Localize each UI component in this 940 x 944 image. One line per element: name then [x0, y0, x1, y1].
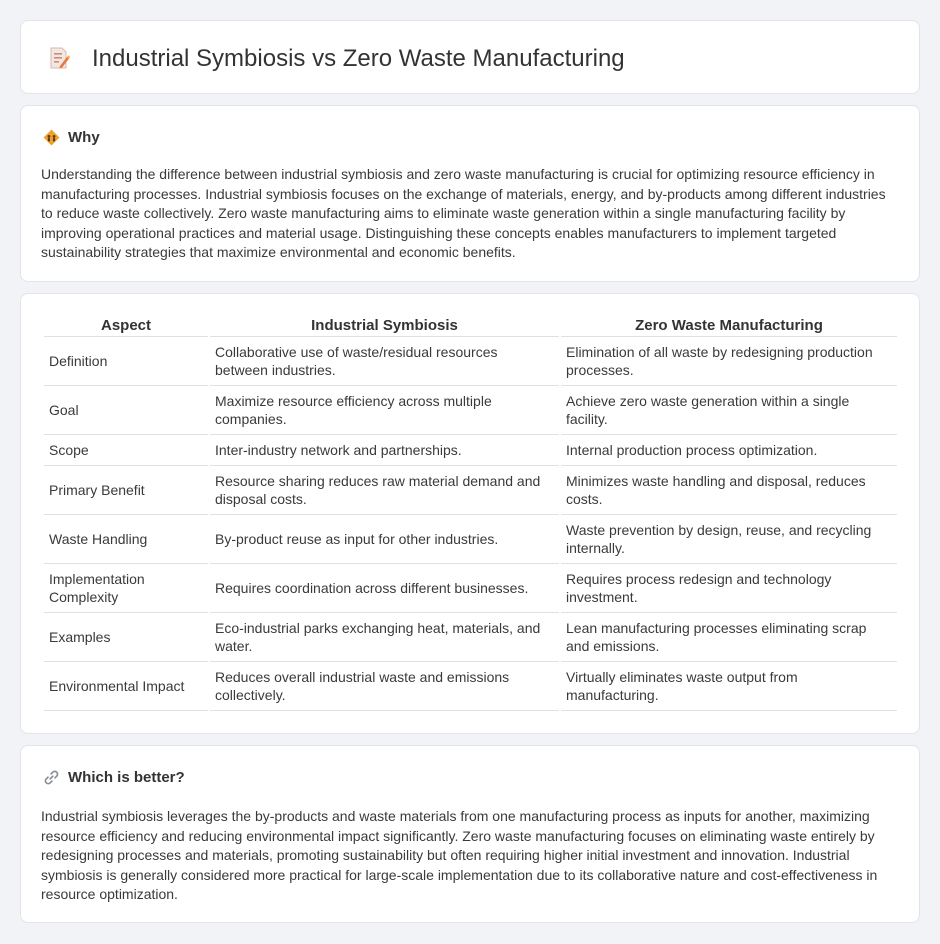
table-cell-aspect: Implementation Complexity — [44, 564, 208, 613]
table-cell-aspect: Scope — [44, 435, 208, 466]
table-header-row — [44, 315, 897, 337]
table-cell-aspect: Definition — [44, 337, 208, 386]
table-cell-zero-waste: Internal production process optimization. — [561, 435, 897, 466]
table-cell-symbiosis: Requires coordination across different businesses. — [210, 564, 559, 613]
table-row — [44, 515, 897, 564]
table-cell-symbiosis: Inter-industry network and partnerships. — [210, 435, 559, 466]
link-icon — [43, 769, 60, 786]
table-cell-aspect: Examples — [44, 613, 208, 662]
diamond-signs-icon — [43, 129, 60, 146]
column-header-aspect: Aspect — [44, 315, 208, 337]
table-cell-zero-waste: Elimination of all waste by redesigning production processes. — [561, 337, 897, 386]
document-edit-icon — [47, 46, 71, 70]
table-row — [44, 662, 897, 711]
table-row — [44, 435, 897, 466]
comparison-table-card — [20, 293, 920, 734]
why-text: Understanding the difference between industrial symbiosis and zero waste manufacturing is crucial for optimizing resource efficiency in manufacturing processes. Industrial symbiosis focuses on the exchange of materials, energy, and by-products among different industries to reduce waste collectively. Zero waste manufacturing aims to eliminate waste generation within a single manufacturing facility by improving operational practices and material usage. Distinguishing these concepts enables manufacturers to implement targeted sustainability strategies that maximize environmental and economic benefits. — [41, 166, 886, 260]
why-heading: Why — [68, 129, 100, 146]
table-cell-symbiosis: Reduces overall industrial waste and emissions collectively. — [210, 662, 559, 711]
column-header-zero-waste: Zero Waste Manufacturing — [561, 315, 897, 337]
table-row — [44, 466, 897, 515]
table-cell-symbiosis: Maximize resource efficiency across multiple companies. — [210, 386, 559, 435]
header-card — [20, 20, 920, 94]
why-section — [20, 105, 920, 282]
table-row — [44, 386, 897, 435]
why-heading-row — [43, 127, 100, 148]
better-heading-row — [43, 767, 185, 788]
page-title: Industrial Symbiosis vs Zero Waste Manufacturing — [92, 45, 625, 72]
table-cell-zero-waste: Lean manufacturing processes eliminating scrap and emissions. — [561, 613, 897, 662]
table-cell-aspect: Environmental Impact — [44, 662, 208, 711]
better-heading: Which is better? — [68, 769, 185, 786]
comparison-table — [42, 315, 899, 711]
table-cell-symbiosis: Eco-industrial parks exchanging heat, materials, and water. — [210, 613, 559, 662]
which-is-better-section — [20, 745, 920, 923]
table-cell-symbiosis: By-product reuse as input for other industries. — [210, 515, 559, 564]
table-row — [44, 564, 897, 613]
table-row — [44, 613, 897, 662]
table-cell-aspect: Goal — [44, 386, 208, 435]
table-cell-zero-waste: Achieve zero waste generation within a single facility. — [561, 386, 897, 435]
table-cell-zero-waste: Minimizes waste handling and disposal, reduces costs. — [561, 466, 897, 515]
table-cell-symbiosis: Resource sharing reduces raw material demand and disposal costs. — [210, 466, 559, 515]
table-row — [44, 337, 897, 386]
table-cell-zero-waste: Waste prevention by design, reuse, and recycling internally. — [561, 515, 897, 564]
table-cell-zero-waste: Virtually eliminates waste output from manufacturing. — [561, 662, 897, 711]
column-header-industrial-symbiosis: Industrial Symbiosis — [210, 315, 559, 337]
table-cell-zero-waste: Requires process redesign and technology investment. — [561, 564, 897, 613]
better-text: Industrial symbiosis leverages the by-products and waste materials from one manufacturing process as inputs for another, maximizing resource efficiency and reducing environmental impact significantly. Zero waste manufacturing focuses on eliminating waste entirely by redesigning processes and materials, promoting sustainability but often requiring higher initial investment and innovation. Industrial symbiosis is generally considered more practical for large-scale implementation due to its collaborative nature and cost-effectiveness in resource optimization. — [41, 808, 878, 902]
table-cell-aspect: Waste Handling — [44, 515, 208, 564]
table-cell-symbiosis: Collaborative use of waste/residual resources between industries. — [210, 337, 559, 386]
table-cell-aspect: Primary Benefit — [44, 466, 208, 515]
